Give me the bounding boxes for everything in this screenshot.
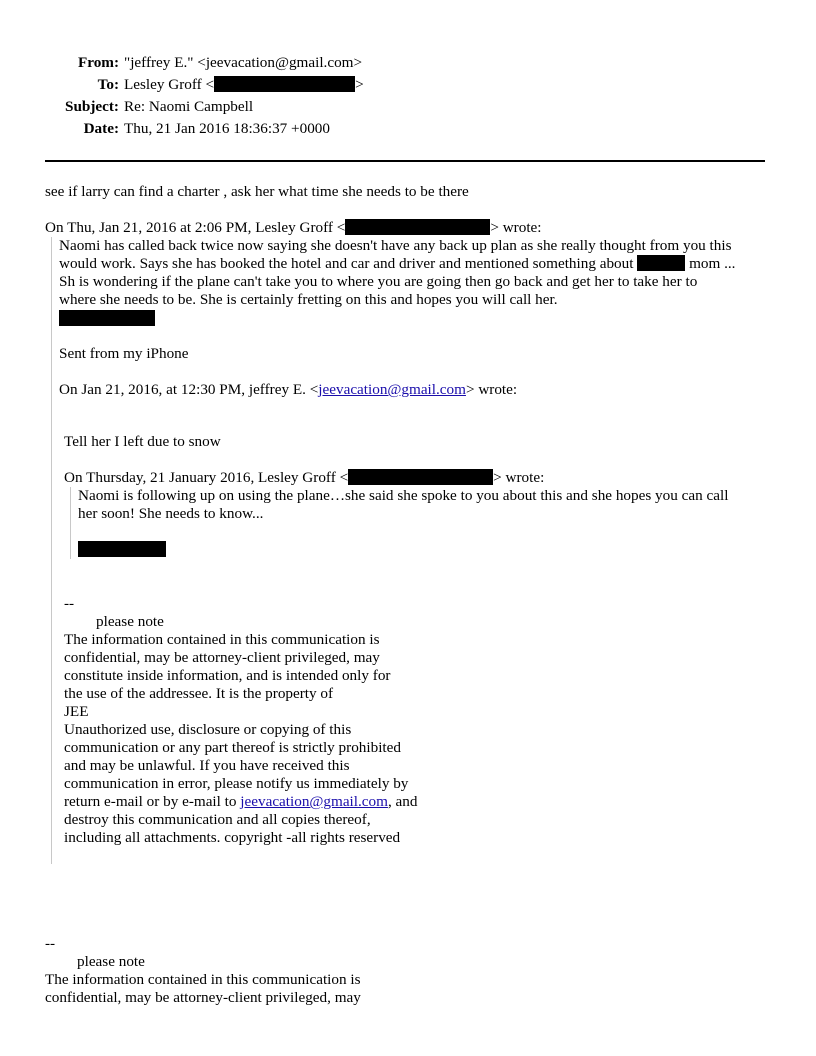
outer-disclaimer-please-note: please note bbox=[77, 953, 145, 970]
to-prefix: Lesley Groff < bbox=[124, 76, 215, 93]
to-suffix: > bbox=[355, 76, 364, 93]
quote1-line-2-prefix: would work. Says she has booked the hotel and car and driver and mentioned something about bbox=[59, 255, 634, 272]
quote3-line-2: her soon! She needs to know... bbox=[78, 505, 264, 522]
quote1-intro-prefix: On Thu, Jan 21, 2016 at 2:06 PM, Lesley Groff < bbox=[45, 219, 346, 236]
sent-from: Sent from my iPhone bbox=[59, 345, 189, 362]
redaction-box bbox=[348, 469, 493, 485]
quote1-line-2 bbox=[59, 255, 735, 273]
disclaimer-line: confidential, may be attorney-client privileged, may bbox=[64, 649, 380, 666]
quote1-line-4: where she needs to be. She is certainly fretting on this and hopes you will call her. bbox=[59, 291, 558, 308]
quote1-intro bbox=[45, 219, 542, 237]
outer-disclaimer-line: confidential, may be attorney-client privileged, may bbox=[45, 989, 361, 1006]
disclaimer-line: JEE bbox=[64, 703, 89, 720]
subject-value: Re: Naomi Campbell bbox=[124, 98, 254, 115]
outer-disclaimer-line: The information contained in this communication is bbox=[45, 971, 361, 988]
disclaimer-line: including all attachments. copyright -all rights reserved bbox=[64, 829, 401, 846]
to-value bbox=[124, 76, 364, 94]
quote3-intro-prefix: On Thursday, 21 January 2016, Lesley Groff < bbox=[64, 469, 349, 486]
disclaimer-line: destroy this communication and all copies thereof, bbox=[64, 811, 371, 828]
quote1-line-1: Naomi has called back twice now saying she doesn't have any back up plan as she really thought from you this bbox=[59, 237, 732, 254]
disclaimer-line: communication or any part thereof is strictly prohibited bbox=[64, 739, 401, 756]
subject-label: Subject: bbox=[65, 98, 119, 115]
quote-bar-level1 bbox=[51, 237, 52, 864]
quote2-intro bbox=[59, 381, 517, 399]
quote1-line-2-suffix: mom ... bbox=[689, 255, 736, 272]
disclaimer-dashes: -- bbox=[64, 595, 75, 612]
redaction-box bbox=[637, 255, 685, 271]
from-value: "jeffrey E." <jeevacation@gmail.com> bbox=[124, 54, 363, 71]
quote-bar-level2 bbox=[70, 487, 71, 559]
disclaimer-line: constitute inside information, and is intended only for bbox=[64, 667, 391, 684]
return-prefix: return e-mail or by e-mail to bbox=[64, 793, 241, 810]
disclaimer-line: and may be unlawful. If you have received this bbox=[64, 757, 350, 774]
disclaimer-line: The information contained in this communication is bbox=[64, 631, 380, 648]
redaction-box bbox=[345, 219, 490, 235]
return-suffix: , and bbox=[387, 793, 418, 810]
quote2-intro-suffix: > wrote: bbox=[465, 381, 518, 398]
quote3-intro bbox=[64, 469, 544, 487]
redaction-box bbox=[214, 76, 355, 92]
snow-line: Tell her I left due to snow bbox=[64, 433, 221, 450]
from-label: From: bbox=[77, 54, 119, 71]
disclaimer-return-line bbox=[64, 793, 417, 811]
redacted-signature bbox=[59, 310, 155, 326]
quote3-line-1: Naomi is following up on using the plane…she said she spoke to you about this and she hopes you can call bbox=[78, 487, 729, 504]
quote2-intro-prefix: On Jan 21, 2016, at 12:30 PM, jeffrey E. < bbox=[59, 381, 319, 398]
to-label: To: bbox=[97, 76, 119, 93]
date-value: Thu, 21 Jan 2016 18:36:37 +0000 bbox=[124, 120, 330, 137]
disclaimer-line: communication in error, please notify us immediately by bbox=[64, 775, 409, 792]
disclaimer-line: the use of the addressee. It is the property of bbox=[64, 685, 334, 702]
date-label: Date: bbox=[83, 120, 119, 137]
redacted-signature bbox=[78, 541, 166, 557]
quote1-line-3: Sh is wondering if the plane can't take you to where you are going then go back and get her to take her to bbox=[59, 273, 698, 290]
reply-text: see if larry can find a charter , ask her what time she needs to be there bbox=[45, 183, 469, 200]
header-divider bbox=[45, 160, 765, 162]
outer-disclaimer-dashes: -- bbox=[45, 935, 56, 952]
disclaimer-line: Unauthorized use, disclosure or copying of this bbox=[64, 721, 352, 738]
disclaimer-please-note: please note bbox=[96, 613, 164, 630]
quote1-intro-suffix: > wrote: bbox=[490, 219, 542, 236]
email-link[interactable]: jeevacation@gmail.com bbox=[318, 381, 466, 398]
email-link[interactable]: jeevacation@gmail.com bbox=[240, 793, 388, 810]
quote3-intro-suffix: > wrote: bbox=[493, 469, 545, 486]
